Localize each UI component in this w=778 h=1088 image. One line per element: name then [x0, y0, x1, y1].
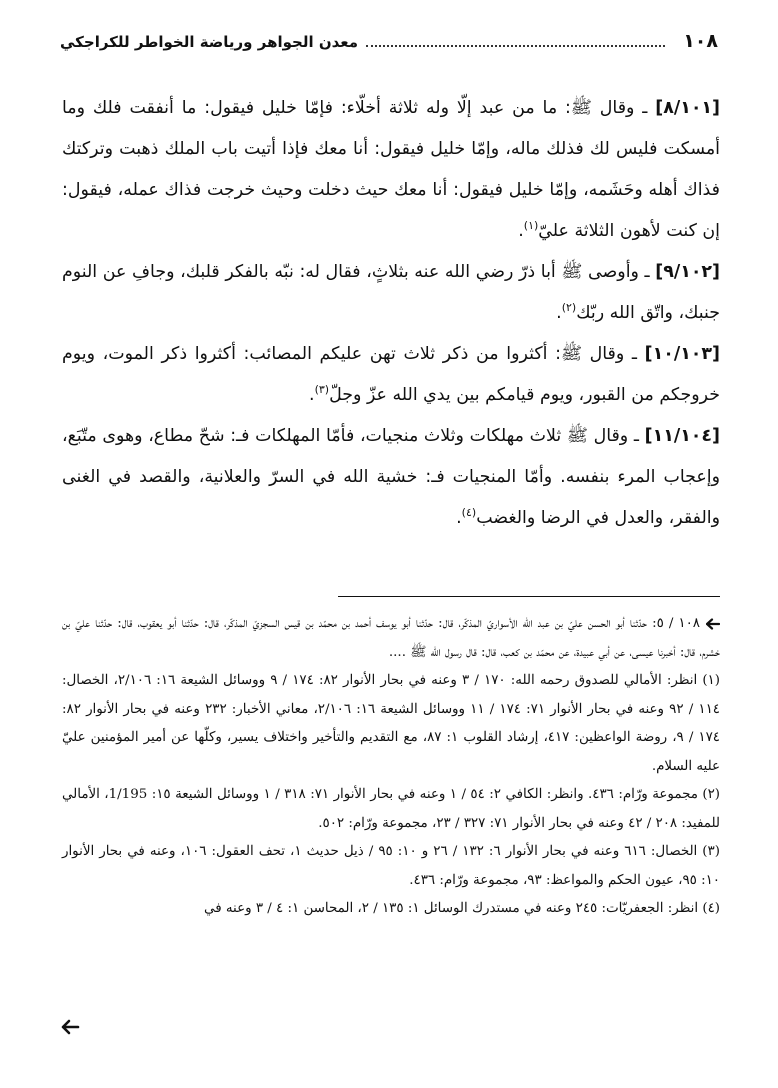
- entry: [٩/١٠٢] ـ وأوصى ﷺ أبا ذرّ رضي الله عنه بثلاثٍ، فقال له: نبّه بالفكر قلبك، وجافِ عن النوم جنبك، واتّق الله ربّك$^{(٢)}$.: [62, 262, 720, 323]
- footnote: [62, 667, 720, 781]
- entry: [١١/١٠٤] ـ وقال ﷺ ثلاث مهلكات وثلاث منجيات، فأمّا المهلكات فـ: شحّ مطاع، وهوى متّبَع، وإعجاب المرء بنفسه. وأمّا المنجيات فـ: خشية الله في السرّ والعلانية، والقصد في الغنى والفقر، والعدل في الرضا والغضب$^{(٤)}$.: [62, 426, 720, 528]
- continue-arrow-icon: [60, 1018, 80, 1036]
- footnote-source: [62, 610, 720, 667]
- entry: [١٠/١٠٣] ـ وقال ﷺ: أكثروا من ذكر ثلاث تهن عليكم المصائب: أكثروا ذكر الموت، ويوم خروجكم من القبور، ويوم قيامكم بين يدي الله عزّ وجلّ$^{(٣)}$.: [62, 344, 720, 405]
- footnote-divider: [338, 596, 720, 597]
- page-number: ١٠٨: [683, 30, 718, 52]
- footnote-text: (٣) الخصال: ٦١٦ وعنه في بحار الأنوار ٦: ١٣٢ / ٢٦ و ١٠: ٩٥ / ذيل حديث ١، تحف العقول: ١٠٦، وعنه في بحار الأنوار ١٠: ٩٥، عيون الحكم والمواعظ: ٩٣، مجموعة ورّام: ٤٣٦.: [62, 844, 720, 888]
- main-text: [62, 88, 720, 539]
- entry-text: ـ وقال ﷺ: أكثروا من ذكر ثلاث تهن عليكم المصائب: أكثروا ذكر الموت، ويوم خروجكم من القبور، ويوم قيامكم بين يدي الله عزّ وجلّ: [62, 344, 720, 405]
- dotted-leader: [366, 45, 665, 47]
- entry-number: [٨/١٠١]: [655, 98, 720, 118]
- entry: [٨/١٠١] ـ وقال ﷺ: ما من عبد إلّا وله ثلاثة أخلّاء: فإمّا خليل فيقول: ما أنفقت فلك وما أمسكت فليس لك فذلك ماله، وإمّا خليل فيقول: أنا معك فإذا أتيت باب الملك ذهبت وتركتك فذاك أهله وحَشَمه، وإمّا خليل فيقول: أنا معك حيث دخلت وحيث خرجت فذاك عمله، فيقول: إن كنت لأهون الثلاثة عليّ$^{(١)}$.: [62, 98, 720, 241]
- entry-number: [١٠/١٠٣]: [644, 344, 720, 364]
- entry-text: ـ وقال ﷺ: ما من عبد إلّا وله ثلاثة أخلّاء: فإمّا خليل فيقول: ما أنفقت فلك وما أمسكت فليس لك فذلك ماله، وإمّا خليل فيقول: أنا معك فإذا أتيت باب الملك ذهبت وتركتك فذاك أهله وحَشَمه، وإمّا خليل فيقول: أنا معك حيث دخلت وحيث خرجت فذاك عمله، فيقول: إن كنت لأهون الثلاثة عليّ: [62, 98, 720, 241]
- footnote-text: (٤) انظر: الجعفريّات: ٢٤٥ وعنه في مستدرك الوسائل ١: ١٣٥ / ٢، المحاسن ١: ٤ / ٣ وعنه في: [204, 901, 720, 916]
- entry-text: ـ وقال ﷺ ثلاث مهلكات وثلاث منجيات، فأمّا المهلكات فـ: شحّ مطاع، وهوى متّبَع، وإعجاب المرء بنفسه. وأمّا المنجيات فـ: خشية الله في السرّ والعلانية، والقصد في الغنى والفقر، والعدل في الرضا والغضب: [62, 426, 720, 528]
- footnote-marker: (٤): [461, 506, 477, 520]
- entry-number: [٩/١٠٢]: [655, 262, 720, 282]
- footnote-marker: (٢): [561, 301, 577, 315]
- entry-number: [١١/١٠٤]: [644, 426, 720, 446]
- footnote: [62, 895, 720, 924]
- footnotes: [62, 610, 720, 924]
- page-header: [60, 30, 718, 60]
- footnote-text: (٢) مجموعة ورّام: ٤٣٦. وانظر: الكافي ٢: ٥٤ / ١ وعنه في بحار الأنوار ٧١: ٣١٨ / ١ ووسائل الشيعة ١٥: 1/195، الأمالي للمفيد: ٢٠٨ / ٤٢ وعنه في بحار الأنوار ٧١: ٣٢٧ / ٢٣، مجموعة ورّام: ٥٠٢.: [62, 787, 721, 831]
- footnote-marker: (٣): [314, 383, 330, 397]
- footnote-text: (١) انظر: الأمالي للصدوق رحمه الله: ١٧٠ / ٣ وعنه في بحار الأنوار ٨٢: ١٧٤ / ٩ ووسائل الشيعة ١٦: ٢/١٠٦، الخصال: ١١٤ / ٩٢ وعنه في بحار الأنوار ٧١: ١٧٤ / ١١ ووسائل الشيعة ١٦: ٢/١٠٦، معاني الأخبار: ٢٣٢ وعنه في بحار الأنوار ٨٢: ١٧٤ / ٩، روضة الواعظين: ٤١٧، إرشاد القلوب ١: ٨٧، مع التقديم والتأخير واختلاف يسير، وكلّها عن أمير المؤمنين عليّ عليه السلام.: [62, 673, 720, 774]
- running-title: معدن الجواهر ورياضة الخواطر للكراجكي: [60, 33, 359, 51]
- entry-text: ـ وأوصى ﷺ أبا ذرّ رضي الله عنه بثلاثٍ، فقال له: نبّه بالفكر قلبك، وجافِ عن النوم جنبك، واتّق الله ربّك: [62, 262, 720, 323]
- footnote-marker: (١): [523, 219, 539, 233]
- footnote-text: ١٠٨ / ٥: حدّثنا أبو الحسن عليّ بن عبد الله الأسواريّ المذكّر، قال: حدّثنا أبو يوسف أحمد بن محمّد بن قيس السجزيّ المذكّر، قال: حدّثنا أبو يعقوب، قال: حدّثنا عليّ بن خشرم، قال: أخبرنا عيسى، عن أبي عبيدة، عن محمّد بن كعب، قال: قال رسول الله ﷺ ....: [62, 616, 720, 660]
- footnote: [62, 838, 720, 895]
- source-arrow-icon: [706, 618, 720, 630]
- footnote: [62, 781, 720, 838]
